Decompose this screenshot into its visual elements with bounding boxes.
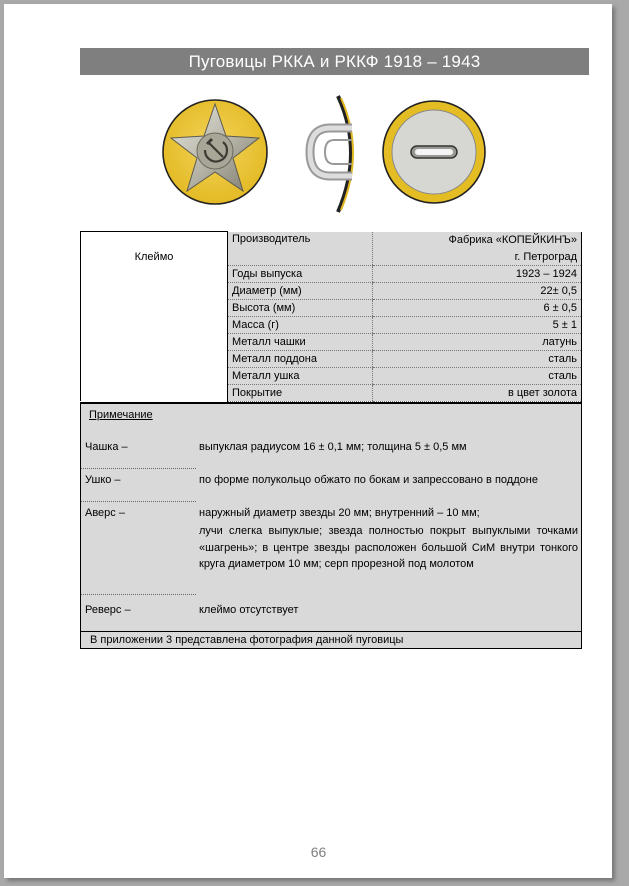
spec-property: Металл поддона: [228, 350, 373, 367]
spec-value: в цвет золота: [373, 384, 582, 401]
note-text-obverse-line2: лучи слегка выпуклые; звезда полностью покрыт выпуклыми точками «шагрень»; в центре звезды расположен большой СиМ внутри тонкого круга диаметром 10 мм; серп прорезной под молотом: [199, 525, 578, 570]
note-text-obverse-line1: наружный диаметр звезды 20 мм; внутренний – 10 мм;: [199, 507, 480, 519]
spec-row: [81, 232, 582, 266]
page-title: Пуговицы РККА и РККФ 1918 – 1943: [80, 48, 589, 75]
footer-note-text: В приложении 3 представлена фотография данной пуговицы: [90, 634, 404, 646]
notes-section: [80, 402, 582, 633]
note-label-reverse: Реверс –: [85, 604, 131, 616]
spec-value: 22± 0,5: [373, 282, 582, 299]
spec-property: Покрытие: [228, 384, 373, 401]
reverse-view: [383, 101, 485, 203]
spec-property: Масса (г): [228, 316, 373, 333]
spec-value: сталь: [373, 350, 582, 367]
spec-property: Металл чашки: [228, 333, 373, 350]
spec-property: Металл ушка: [228, 367, 373, 384]
page-number: 66: [310, 844, 327, 860]
side-view: [310, 96, 353, 212]
note-label-shank: Ушко –: [85, 474, 121, 486]
obverse-view: [163, 100, 267, 204]
spec-value: 5 ± 1: [373, 316, 582, 333]
document-page: [4, 4, 612, 878]
note-text-cup: выпуклая радиусом 16 ± 0,1 мм; толщина 5 ± 0,5 мм: [199, 441, 467, 453]
spec-value-line1: Фабрика «КОПЕЙКИНЪ»: [448, 233, 577, 246]
divider: [81, 594, 196, 595]
note-text-shank: по форме полукольцо обжато по бокам и запрессовано в поддоне: [199, 474, 538, 486]
spec-value: 6 ± 0,5: [373, 299, 582, 316]
mark-label: Клеймо: [81, 232, 228, 283]
spec-row: [81, 282, 582, 299]
spec-property: Годы выпуска: [228, 265, 373, 282]
divider: [81, 501, 196, 502]
spec-value: латунь: [373, 333, 582, 350]
spec-property: Высота (мм): [228, 299, 373, 316]
spec-value-line2: г. Петроград: [514, 250, 577, 263]
notes-heading: Примечание: [89, 409, 153, 421]
note-label-cup: Чашка –: [85, 441, 128, 453]
mark-image-cell: [81, 282, 228, 401]
spec-property: Производитель: [228, 232, 373, 266]
spec-value: 1923 – 1924: [373, 265, 582, 282]
footer-note: [80, 631, 582, 649]
note-text-reverse: клеймо отсутствует: [199, 604, 299, 616]
button-illustration: [162, 88, 487, 218]
divider: [81, 468, 196, 469]
spec-value: [373, 232, 582, 266]
spec-value: сталь: [373, 367, 582, 384]
note-label-obverse: Аверс –: [85, 507, 125, 519]
spec-property: Диаметр (мм): [228, 282, 373, 299]
spec-table: [80, 231, 582, 402]
